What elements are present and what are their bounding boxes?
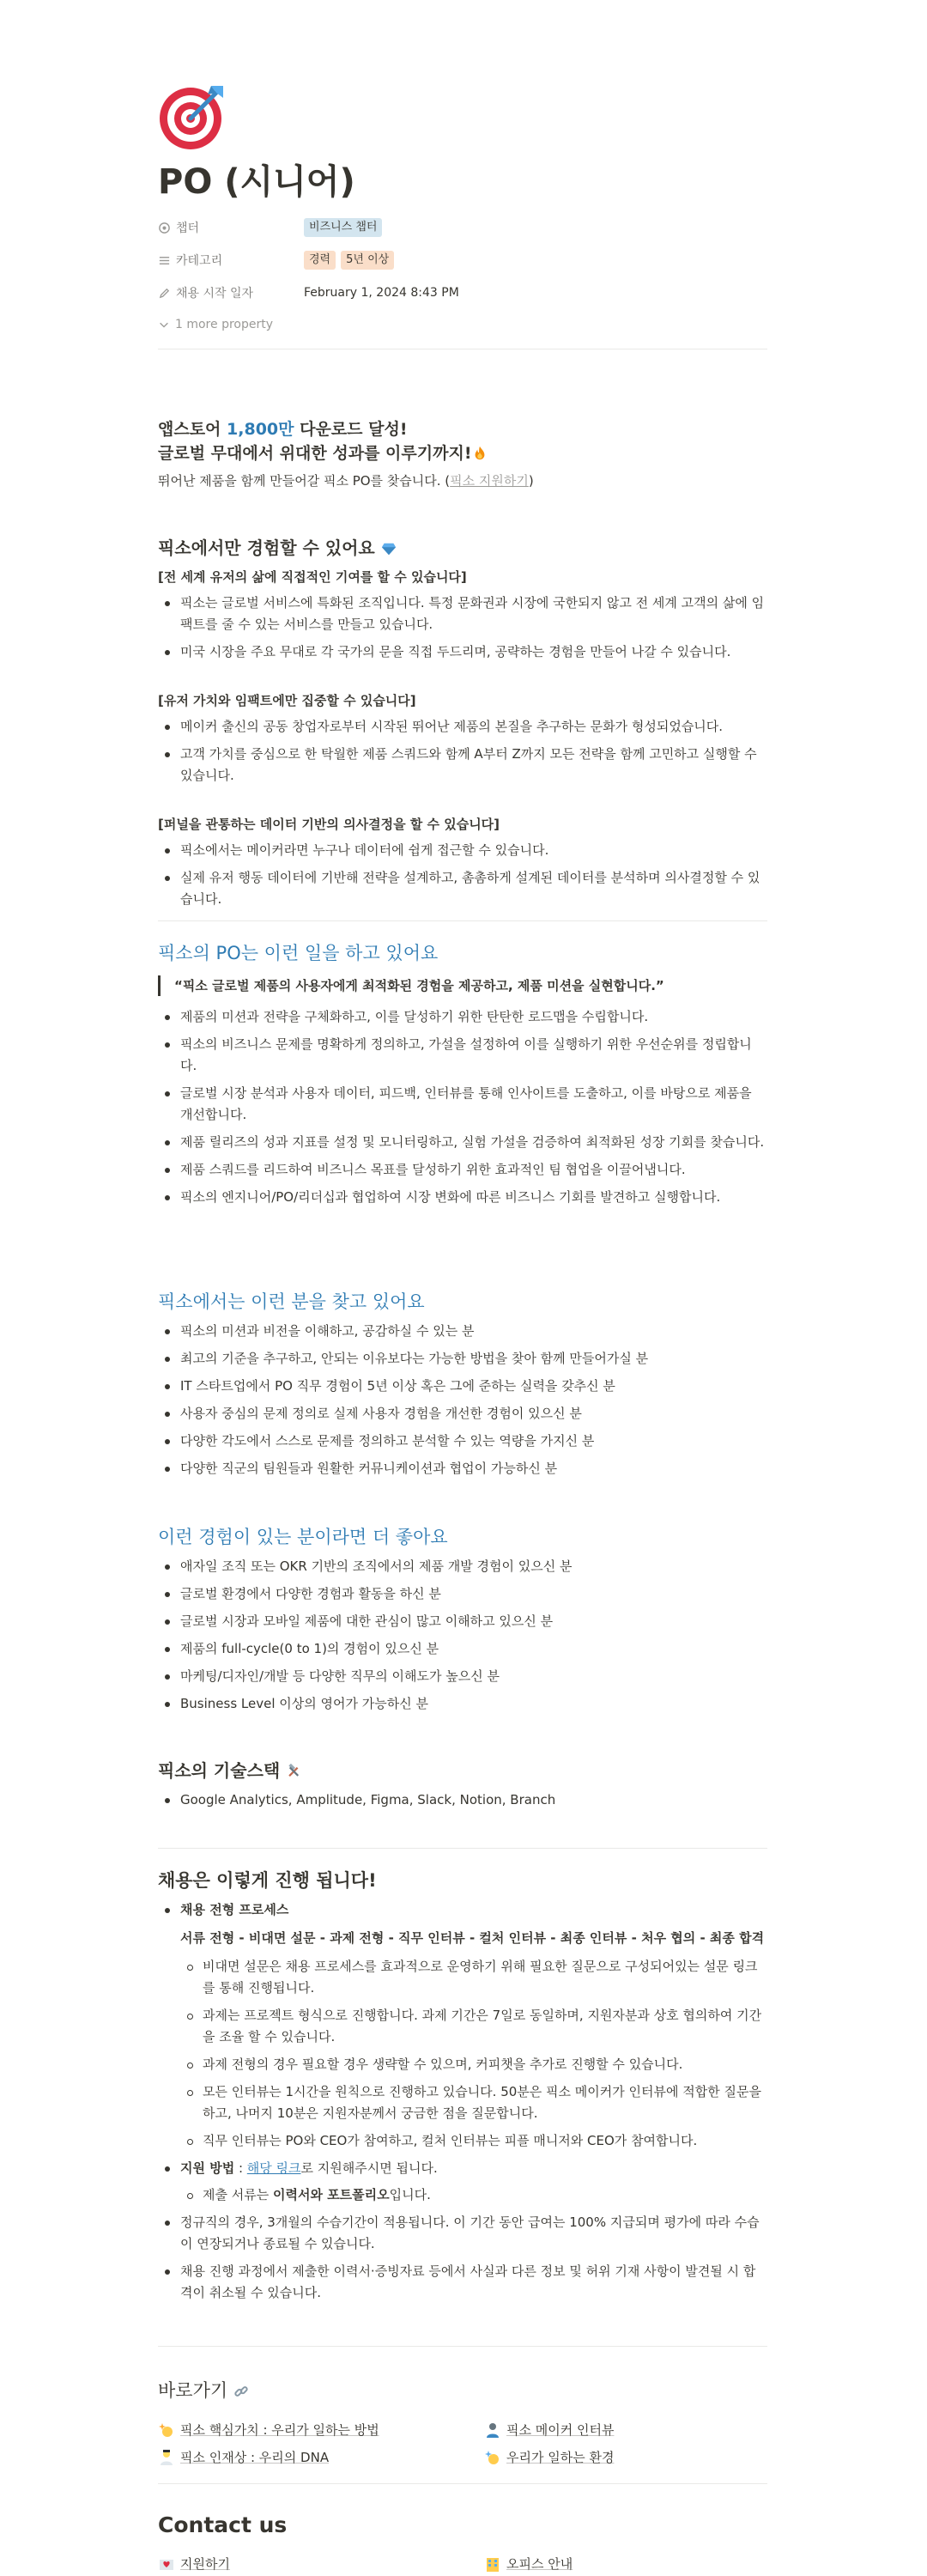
list-item: 고객 가치를 중심으로 한 탁월한 제품 스쿼드와 함께 A부터 Z까지 모든 전략을 함께 고민하고 실행할 수 있습니다.: [158, 744, 767, 787]
list-item: 글로벌 환경에서 다양한 경험과 활동을 하신 분: [158, 1583, 767, 1605]
group-heading: [전 세계 유저의 삶에 직접적인 기여를 할 수 있습니다]: [158, 569, 467, 585]
sparkle-hand-icon: [484, 2449, 501, 2466]
list-item: 픽소는 글로벌 서비스에 특화된 조직입니다. 특정 문화권과 시장에 국한되지 않고 전 세계 고객의 삶에 임팩트를 줄 수 있는 서비스를 만들고 있습니다.: [158, 592, 767, 635]
list-item: 직무 인터뷰는 PO와 CEO가 참여하고, 컬처 인터뷰는 피플 매니저와 CEO가 참여합니다.: [180, 2130, 767, 2152]
list-item: 픽소의 엔지니어/PO/리더십과 협업하여 시장 변화에 따른 비즈니스 기회를 발견하고 실행합니다.: [158, 1187, 767, 1208]
list-item: 픽소에서는 메이커라면 누구나 데이터에 쉽게 접근할 수 있습니다.: [158, 840, 767, 861]
list-item: 제품의 full-cycle(0 to 1)의 경험이 있으신 분: [158, 1638, 767, 1660]
section-title-process: 채용은 이렇게 진행 됩니다!: [158, 1870, 377, 1891]
divider: [158, 2346, 767, 2347]
sparkle-hand-icon: [158, 2421, 175, 2439]
role-list: [158, 1006, 767, 1214]
process-sub-list: [180, 1956, 767, 2152]
list-item: 픽소의 비즈니스 문제를 명확하게 정의하고, 가설을 설정하여 이를 실행하기 위한 우선순위를 정립합니다.: [158, 1034, 767, 1077]
list-item: 픽소의 미션과 비전을 이해하고, 공감하실 수 있는 분: [158, 1321, 767, 1342]
page-title: PO (시니어): [158, 162, 355, 202]
hammer-wrench-icon: [286, 1764, 301, 1779]
list-item: 메이커 출신의 공동 창업자로부터 시작된 뛰어난 제품의 본질을 추구하는 문화가 형성되었습니다.: [158, 716, 767, 738]
list-item: 지원 방법 : 해당 링크로 지원해주시면 됩니다. 제출 서류는 이력서와 포트폴리오입니다.: [158, 2158, 767, 2206]
list-item: 애자일 조직 또는 OKR 기반의 조직에서의 제품 개발 경험이 있으신 분: [158, 1556, 767, 1577]
list-item: 제품 스쿼드를 리드하여 비즈니스 목표를 달성하기 위한 효과적인 팀 협업을 이끌어냅니다.: [158, 1159, 767, 1181]
list-item: 과제는 프로젝트 형식으로 진행합니다. 과제 기간은 7일로 동일하며, 지원자분과 상호 협의하여 기간을 조율 할 수 있습니다.: [180, 2005, 767, 2048]
list-item: 글로벌 시장과 모바일 제품에 대한 관심이 많고 이해하고 있으신 분: [158, 1611, 767, 1632]
apply-link[interactable]: 픽소 지원하기: [450, 473, 529, 489]
list-item: 제출 서류는 이력서와 포트폴리오입니다.: [180, 2184, 767, 2206]
apply-sub-list: [180, 2184, 767, 2206]
list-item: 비대면 설문은 채용 프로세스를 효과적으로 운영하기 위해 필요한 질문으로 구성되어있는 설문 링크를 통해 진행됩니다.: [180, 1956, 767, 1999]
section-title-role: 픽소의 PO는 이런 일을 하고 있어요: [158, 943, 439, 963]
property-chapter[interactable]: [158, 211, 767, 244]
process-steps: 서류 전형 - 비대면 설문 - 과제 전형 - 직무 인터뷰 - 컬처 인터뷰 - 최종 인터뷰 - 처우 협의 - 최종 합격: [180, 1930, 765, 1946]
link-icon: [233, 2384, 249, 2399]
group-list: [158, 716, 767, 793]
looking-list: [158, 1321, 767, 1485]
chapter-tag: 비즈니스 챕터: [304, 218, 382, 237]
chevron-down-icon: [158, 319, 170, 331]
section-title-preferred: 이런 경험이 있는 분이라면 더 좋아요: [158, 1527, 448, 1547]
contact-office-link[interactable]: 오피스 안내: [484, 2554, 573, 2574]
contact-apply-link[interactable]: 지원하기: [158, 2554, 230, 2574]
list-item: 정규직의 경우, 3개월의 수습기간이 적용됩니다. 이 기간 동안 급여는 100% 지급되며 평가에 따라 수습이 연장되거나 종료될 수 있습니다.: [158, 2212, 767, 2255]
properties-panel: [158, 211, 767, 340]
property-category[interactable]: [158, 244, 767, 276]
category-tag: 5년 이상: [341, 251, 394, 270]
process-list: [158, 1899, 767, 2310]
list-item: 다양한 각도에서 스스로 문제를 정의하고 분석할 수 있는 역량을 가지신 분: [158, 1431, 767, 1452]
list-item: 제품의 미션과 전략을 구체화하고, 이를 달성하기 위한 탄탄한 로드맵을 수립합니다.: [158, 1006, 767, 1028]
group-list: [158, 592, 767, 669]
property-start-date[interactable]: [158, 276, 767, 309]
target-icon[interactable]: [158, 82, 227, 151]
gem-icon: [381, 541, 397, 556]
scientist-icon: [158, 2449, 175, 2466]
preferred-list: [158, 1556, 767, 1721]
quote-block: “픽소 글로벌 제품의 사용자에게 최적화된 경험을 제공하고, 제품 미션을 실현합니다.”: [158, 975, 775, 996]
intro-headline: 앱스토어 1,800만 다운로드 달성! 글로벌 무대에서 위대한 성과를 이루기까지!: [158, 417, 767, 465]
stack-list: [158, 1789, 767, 1817]
list-item: 실제 유저 행동 데이터에 기반해 전략을 설계하고, 촘촘하게 설계된 데이터를 분석하며 의사결정할 수 있습니다.: [158, 867, 767, 910]
group-heading: [유저 가치와 임팩트에만 집중할 수 있습니다]: [158, 693, 416, 708]
list-item: 사용자 중심의 문제 정의로 실제 사용자 경험을 개선한 경험이 있으신 분: [158, 1403, 767, 1425]
contact-title: Contact us: [158, 2512, 288, 2537]
divider: [158, 1848, 767, 1849]
property-label: 카테고리: [176, 254, 223, 268]
shortcut-maker-interview[interactable]: 픽소 메이커 인터뷰: [484, 2420, 614, 2440]
group-list: [158, 840, 767, 916]
divider: [158, 920, 767, 921]
group-heading: [퍼널을 관통하는 데이터 기반의 의사결정을 할 수 있습니다]: [158, 817, 500, 832]
list-item: 채용 전형 프로세스 서류 전형 - 비대면 설문 - 과제 전형 - 직무 인터뷰 - 컬처 인터뷰 - 최종 인터뷰 - 처우 협의 - 최종 합격 비대면 설문은 채용 프로세스를 효과적으로 운영하기 위해 필요한 질문으로 구성되어있는 설문 링크를 통해 진행됩니다. 과제는 프로젝트 형식으로 진행합니다. 과제 기간은 7일로 동일하며, 지원자분과 상호 협의하여 기간을 조율 할 수 있습니다. 과제 전형의 경우 필요할 경우 생략할 수 있으며, 커피챗을 추가로 진행할 수 있습니다. 모든 인터뷰는 1시간을 원칙으로 진행하고 있습니다. 50분은 픽소 메이커가 인터뷰에 적합한 질문을 하고, 나머지 10분은 지원자분께서 궁금한 점을 질문합니다. 직무 인터뷰는 PO와 CEO가 참여하고, 컬처 인터뷰는 피플 매니저와 CEO가 참여합니다.: [158, 1899, 767, 2152]
list-icon: [158, 254, 171, 267]
intro-sub: 뛰어난 제품을 함께 만들어갈 픽소 PO를 찾습니다. (픽소 지원하기): [158, 473, 534, 489]
list-item: 글로벌 시장 분석과 사용자 데이터, 피드백, 인터뷰를 통해 인사이트를 도출하고, 이를 바탕으로 제품을 개선합니다.: [158, 1083, 767, 1126]
property-label: 채용 시작 일자: [176, 287, 254, 301]
pencil-icon: [158, 287, 171, 300]
shortcut-core-values[interactable]: 픽소 핵심가치 : 우리가 일하는 방법: [158, 2420, 379, 2440]
category-tag: 경력: [304, 251, 336, 270]
section-title-stack: 픽소의 기술스택: [158, 1759, 301, 1783]
list-item: 다양한 직군의 팀원들과 원활한 커뮤니케이션과 협업이 가능하신 분: [158, 1458, 767, 1479]
section-title-experience: 픽소에서만 경험할 수 있어요: [158, 536, 397, 561]
heart-letter-icon: [158, 2555, 175, 2573]
shortcut-environment[interactable]: 우리가 일하는 환경: [484, 2447, 614, 2468]
fire-icon: [472, 446, 488, 461]
list-item: 미국 시장을 주요 무대로 각 국가의 문을 직접 두드리며, 공략하는 경험을 만들어 나갈 수 있습니다.: [158, 641, 767, 663]
apply-link[interactable]: 해당 링크: [246, 2160, 301, 2176]
more-properties-toggle[interactable]: 1 more property: [158, 309, 767, 340]
property-label: 챕터: [176, 222, 200, 235]
list-item: 마케팅/디자인/개발 등 다양한 직무의 이해도가 높으신 분: [158, 1666, 767, 1687]
list-item: 최고의 기준을 추구하고, 안되는 이유보다는 가능한 방법을 찾아 함께 만들어가실 분: [158, 1348, 767, 1370]
divider: [158, 2483, 767, 2484]
person-icon: [484, 2421, 501, 2439]
list-item: 모든 인터뷰는 1시간을 원칙으로 진행하고 있습니다. 50분은 픽소 메이커가 인터뷰에 적합한 질문을 하고, 나머지 10분은 지원자분께서 궁금한 점을 질문합니다.: [180, 2081, 767, 2124]
section-title-looking: 픽소에서는 이런 분을 찾고 있어요: [158, 1291, 425, 1312]
list-item: IT 스타트업에서 PO 직무 경험이 5년 이상 혹은 그에 준하는 실력을 갖추신 분: [158, 1376, 767, 1397]
list-item: Google Analytics, Amplitude, Figma, Slack, Notion, Branch: [158, 1789, 767, 1811]
status-icon: [158, 222, 171, 234]
section-title-shortcuts: 바로가기: [158, 2379, 249, 2403]
list-item: Business Level 이상의 영어가 가능하신 분: [158, 1693, 767, 1715]
list-item: 제품 릴리즈의 성과 지표를 설정 및 모니터링하고, 실험 가설을 검증하여 최적화된 성장 기회를 찾습니다.: [158, 1132, 767, 1153]
start-date-value: February 1, 2024 8:43 PM: [304, 286, 459, 300]
shortcut-dna[interactable]: 픽소 인재상 : 우리의 DNA: [158, 2447, 329, 2468]
list-item: 채용 진행 과정에서 제출한 이력서·증빙자료 등에서 사실과 다른 정보 및 허위 기재 사항이 발견될 시 합격이 취소될 수 있습니다.: [158, 2261, 767, 2304]
list-item: 과제 전형의 경우 필요할 경우 생략할 수 있으며, 커피챗을 추가로 진행할 수 있습니다.: [180, 2054, 767, 2075]
office-building-icon: [484, 2555, 501, 2573]
